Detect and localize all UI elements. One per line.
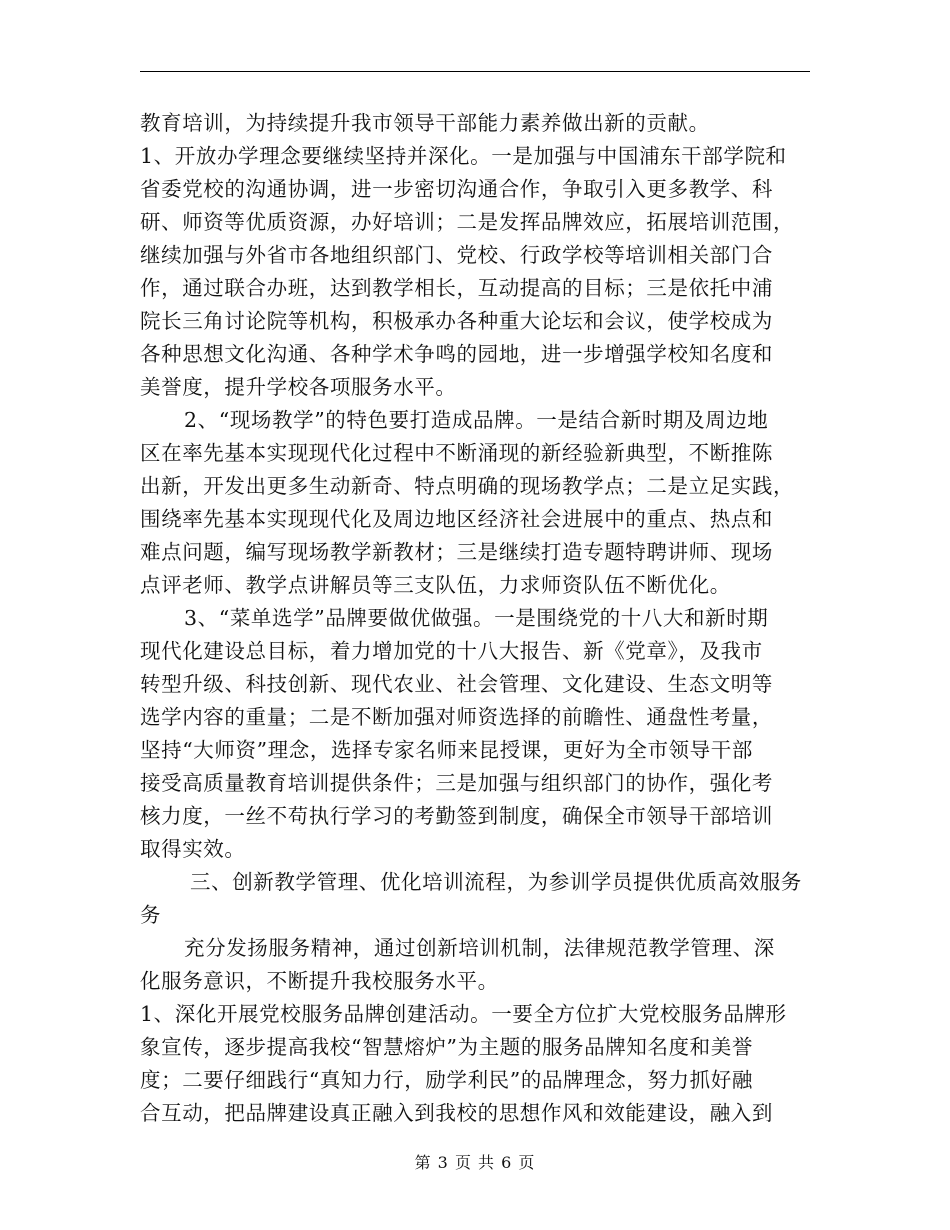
text-line: 省委党校的沟通协调，进一步密切沟通合作，争取引入更多教学、科 — [140, 177, 773, 201]
text-line: 核力度，一丝不苟执行学习的考勤签到制度，确保全市领导干部培训 — [140, 804, 773, 828]
section-heading-continuation: 务 — [140, 903, 162, 927]
text-line: 研、师资等优质资源，办好培训；二是发挥品牌效应，拓展培训范围， — [140, 210, 795, 234]
text-line: 转型升级、科技创新、现代农业、社会管理、文化建设、生态文明等 — [140, 672, 773, 696]
text-line: 继续加强与外省市各地组织部门、党校、行政学校等培训相关部门合 — [140, 243, 773, 267]
text-line: 作，通过联合办班，达到教学相长，互动提高的目标；三是依托中浦 — [140, 276, 773, 300]
text-line: 化服务意识，不断提升我校服务水平。 — [140, 969, 499, 993]
body-text — [140, 107, 812, 1130]
header-rule — [140, 71, 810, 72]
text-line: 难点问题，编写现场教学新教材；三是继续打造专题特聘讲师、现场 — [140, 540, 773, 564]
text-line: 现代化建设总目标，着力增加党的十八大报告、新《党章》，及我市 — [140, 639, 763, 663]
text-line: 围绕率先基本实现现代化及周边地区经济社会进展中的重点、热点和 — [140, 507, 773, 531]
text-line: 1、开放办学理念要继续坚持并深化。一是加强与中国浦东干部学院和 — [140, 144, 787, 168]
text-line: 合互动，把品牌建设真正融入到我校的思想作风和效能建设，融入到 — [140, 1101, 773, 1125]
text-line: 美誉度，提升学校各项服务水平。 — [140, 375, 457, 399]
section-heading: 三、创新教学管理、优化培训流程，为参训学员提供优质高效服务 — [190, 870, 802, 894]
text-line: 度；二要仔细践行“真知力行，励学利民”的品牌理念，努力抓好融 — [140, 1068, 753, 1092]
text-line: 出新，开发出更多生动新奇、特点明确的现场教学点；二是立足实践， — [140, 474, 795, 498]
text-line: 各种思想文化沟通、各种学术争鸣的园地，进一步增强学校知名度和 — [140, 342, 773, 366]
text-line: 充分发扬服务精神，通过创新培训机制，法律规范教学管理、深 — [184, 936, 775, 960]
text-line: 取得实效。 — [140, 837, 246, 861]
text-line: 坚持“大师资”理念，选择专家名师来昆授课，更好为全市领导干部 — [140, 738, 753, 762]
text-line: 3、“菜单选学”品牌要做优做强。一是围绕党的十八大和新时期 — [184, 606, 769, 630]
text-line: 象宣传，逐步提高我校“智慧熔炉”为主题的服务品牌知名度和美誉 — [140, 1035, 753, 1059]
text-line: 2、“现场教学”的特色要打造成品牌。一是结合新时期及周边地 — [184, 408, 769, 432]
text-line: 1、深化开展党校服务品牌创建活动。一要全方位扩大党校服务品牌形 — [140, 1002, 787, 1026]
text-line: 接受高质量教育培训提供条件；三是加强与组织部门的协作，强化考 — [140, 771, 773, 795]
text-line: 选学内容的重量；二是不断加强对师资选择的前瞻性、通盘性考量， — [140, 705, 773, 729]
page-number: 第 3 页 共 6 页 — [414, 1153, 536, 1172]
text-line: 区在率先基本实现现代化过程中不断涌现的新经验新典型，不断推陈 — [140, 441, 773, 465]
text-line: 教育培训，为持续提升我市领导干部能力素养做出新的贡献。 — [140, 111, 710, 135]
text-line: 点评老师、教学点讲解员等三支队伍，力求师资队伍不断优化。 — [140, 573, 731, 597]
text-line: 院长三角讨论院等机构，积极承办各种重大论坛和会议，使学校成为 — [140, 309, 773, 333]
